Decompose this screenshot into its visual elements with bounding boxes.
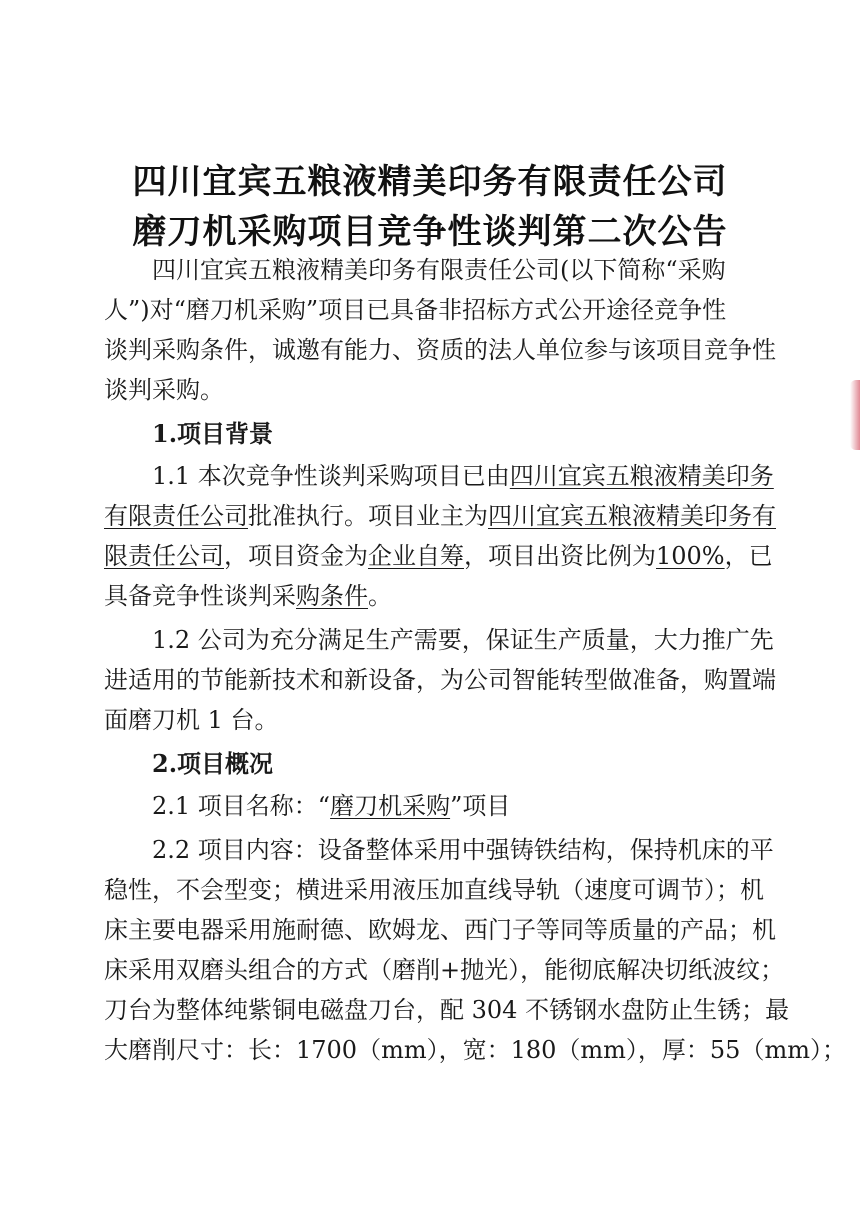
paragraph-line: 2.1 项目名称：“ 磨刀机采购 ”项目 [152,786,754,826]
underlined-text: 购条件 [296,582,368,610]
paragraph-line: 稳性，不会型变；横进采用液压加直线导轨（速度可调节）；机 [104,876,764,904]
underlined-text: 四川宜宾五粮液精美印务有 [488,502,776,530]
paragraph-line: 有限责任公司批准执行。项目业主为四川宜宾五粮液精美印务有 [104,502,776,530]
intro-line: 谈判采购条件，诚邀有能力、资质的法人单位参与该项目竞争性 [104,336,776,364]
paragraph-line: 刀台为整体纯紫铜电磁盘刀台，配 304 不锈钢水盘防止生锈；最 [104,996,790,1024]
intro-line: 四川宜宾五粮液精美印务有限责任公司(以下简称“采购 [152,256,726,284]
section-heading: 1.项目背景 [152,419,274,448]
paragraph-line: 限责任公司，项目资金为企业自筹，项目出资比例为100%，已 [104,542,773,570]
paragraph-line: 2.2 项目内容：设备整体采用中强铸铁结构，保持机床的平 [152,836,774,864]
paragraph-line: 面磨刀机 1 台。 [104,706,279,734]
underlined-text: 磨刀机采购 [330,792,451,820]
paragraph-line: 大磨削尺寸：长：1700（mm），宽：180（mm），厚：55（mm）； [104,1036,846,1064]
title-line-1: 四川宜宾五粮液精美印务有限责任公司 [132,162,728,202]
paragraph-line: 具备竞争性谈判采 购条件 。 [104,576,754,616]
paragraph-line: 床采用双磨头组合的方式（磨削+抛光），能彻底解决切纸波纹； [104,956,785,984]
underlined-text: 100% [656,542,725,570]
seal-edge-mark [850,380,860,450]
paragraph-line: 床主要电器采用施耐德、欧姆龙、西门子等同等质量的产品；机 [104,916,776,944]
title-line-2: 磨刀机采购项目竞争性谈判第二次公告 [132,212,728,252]
paragraph-line: 1.2 公司为充分满足生产需要，保证生产质量，大力推广先 [152,626,774,654]
paragraph-line: 1.1 本次竞争性谈判采购项目已由 四川宜宾五粮液精美印务 [152,456,754,496]
underlined-text: 四川宜宾五粮液精美印务 [509,462,774,490]
underlined-text: 有限责任公司 [104,502,248,530]
intro-line: 人”)对“磨刀机采购”项目已具备非招标方式公开途径竞争性 [104,296,727,324]
underlined-text: 企业自筹 [368,542,464,570]
intro-line: 谈判采购。 [104,376,224,404]
underlined-text: 限责任公司 [104,542,224,570]
paragraph-line: 进适用的节能新技术和新设备，为公司智能转型做准备，购置端 [104,666,776,694]
section-heading: 2.项目概况 [152,749,274,778]
